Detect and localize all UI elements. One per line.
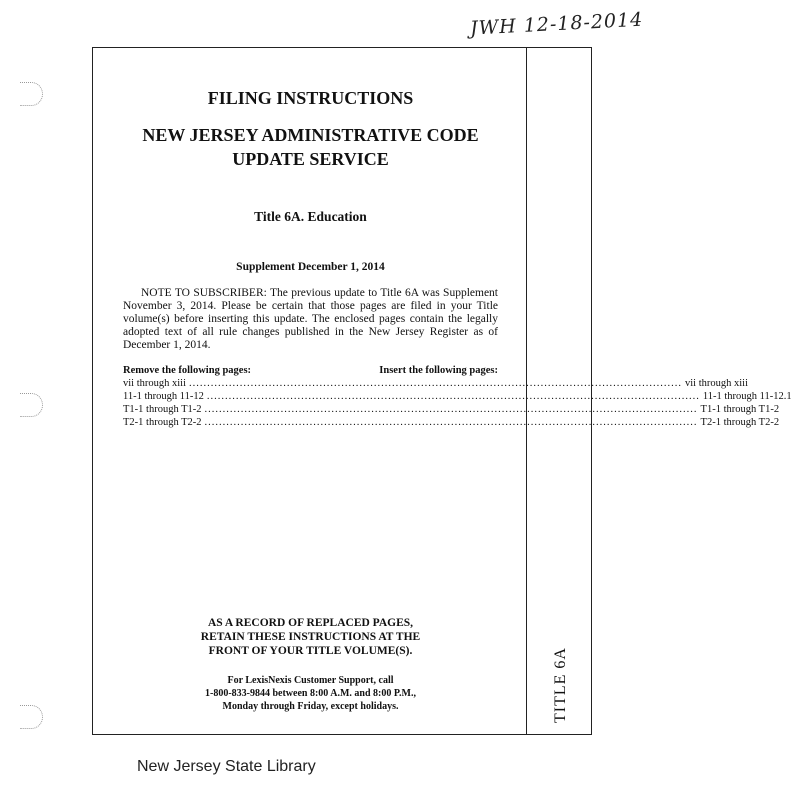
insert-pages: vii through xiii xyxy=(685,378,748,389)
customer-support-info xyxy=(123,674,498,713)
dot-leader: ........................................................................................................................................ xyxy=(206,391,700,402)
record-line-3: FRONT OF YOUR TITLE VOLUME(S). xyxy=(208,645,413,657)
filing-instructions-sheet xyxy=(92,47,792,735)
dot-leader: ........................................................................................................................................ xyxy=(204,404,698,415)
page-title: FILING INSTRUCTIONS xyxy=(207,88,414,108)
support-line-3: Monday through Friday, except holidays. xyxy=(222,701,399,712)
punch-hole-middle xyxy=(20,393,43,417)
subtitle-line-2: UPDATE SERVICE xyxy=(232,149,389,169)
pages-table-header xyxy=(123,364,498,377)
punch-hole-bottom xyxy=(20,705,43,729)
support-line-1: For LexisNexis Customer Support, call xyxy=(227,675,394,686)
remove-pages: 11-1 through 11-12 xyxy=(123,391,204,402)
remove-header: Remove the following pages: xyxy=(123,365,252,376)
insert-header: Insert the following pages: xyxy=(379,365,498,376)
support-line-2: 1-800-833-9844 between 8:00 A.M. and 8:00 P.M., xyxy=(204,688,416,699)
dot-leader: ........................................................................................................................................ xyxy=(189,378,682,389)
record-line-1: AS A RECORD OF REPLACED PAGES, xyxy=(207,617,414,629)
record-line-2: RETAIN THESE INSTRUCTIONS AT THE xyxy=(200,631,421,643)
sheet-content xyxy=(123,48,792,712)
record-notice xyxy=(123,616,498,658)
remove-pages: vii through xiii xyxy=(123,378,186,389)
insert-pages: T1-1 through T1-2 xyxy=(700,404,780,415)
title-name: Title 6A. Education xyxy=(254,209,367,224)
library-stamp: New Jersey State Library xyxy=(137,758,316,775)
title-tab-label: TITLE 6A xyxy=(552,647,570,723)
insert-pages: 11-1 through 11-12.1 xyxy=(702,391,792,402)
title-tab xyxy=(531,640,591,730)
remove-pages: T1-1 through T1-2 xyxy=(123,404,202,415)
insert-pages: T2-1 through T2-2 xyxy=(700,417,780,428)
table-row xyxy=(123,377,748,390)
supplement-date: Supplement December 1, 2014 xyxy=(236,261,385,273)
table-row xyxy=(123,390,792,403)
dot-leader: ........................................................................................................................................ xyxy=(204,417,698,428)
note-to-subscriber: NOTE TO SUBSCRIBER: The previous update to Title 6A was Supplement November 3, 2014. Please be certain that those pages are filed in your Title volume(s) before inserting this update. The enclosed pages contain the legally adopted text of all rule changes published in the New Jersey Register as of December 1, 2014. xyxy=(123,287,498,351)
handwritten-initials-date: JWH 12-18-2014 xyxy=(469,8,644,40)
pages-table xyxy=(123,364,792,429)
punch-hole-top xyxy=(20,82,43,106)
subtitle-line-1: NEW JERSEY ADMINISTRATIVE CODE xyxy=(142,125,479,145)
subtitle xyxy=(123,123,498,171)
table-row xyxy=(123,416,780,429)
table-row xyxy=(123,403,780,416)
remove-pages: T2-1 through T2-2 xyxy=(123,417,202,428)
